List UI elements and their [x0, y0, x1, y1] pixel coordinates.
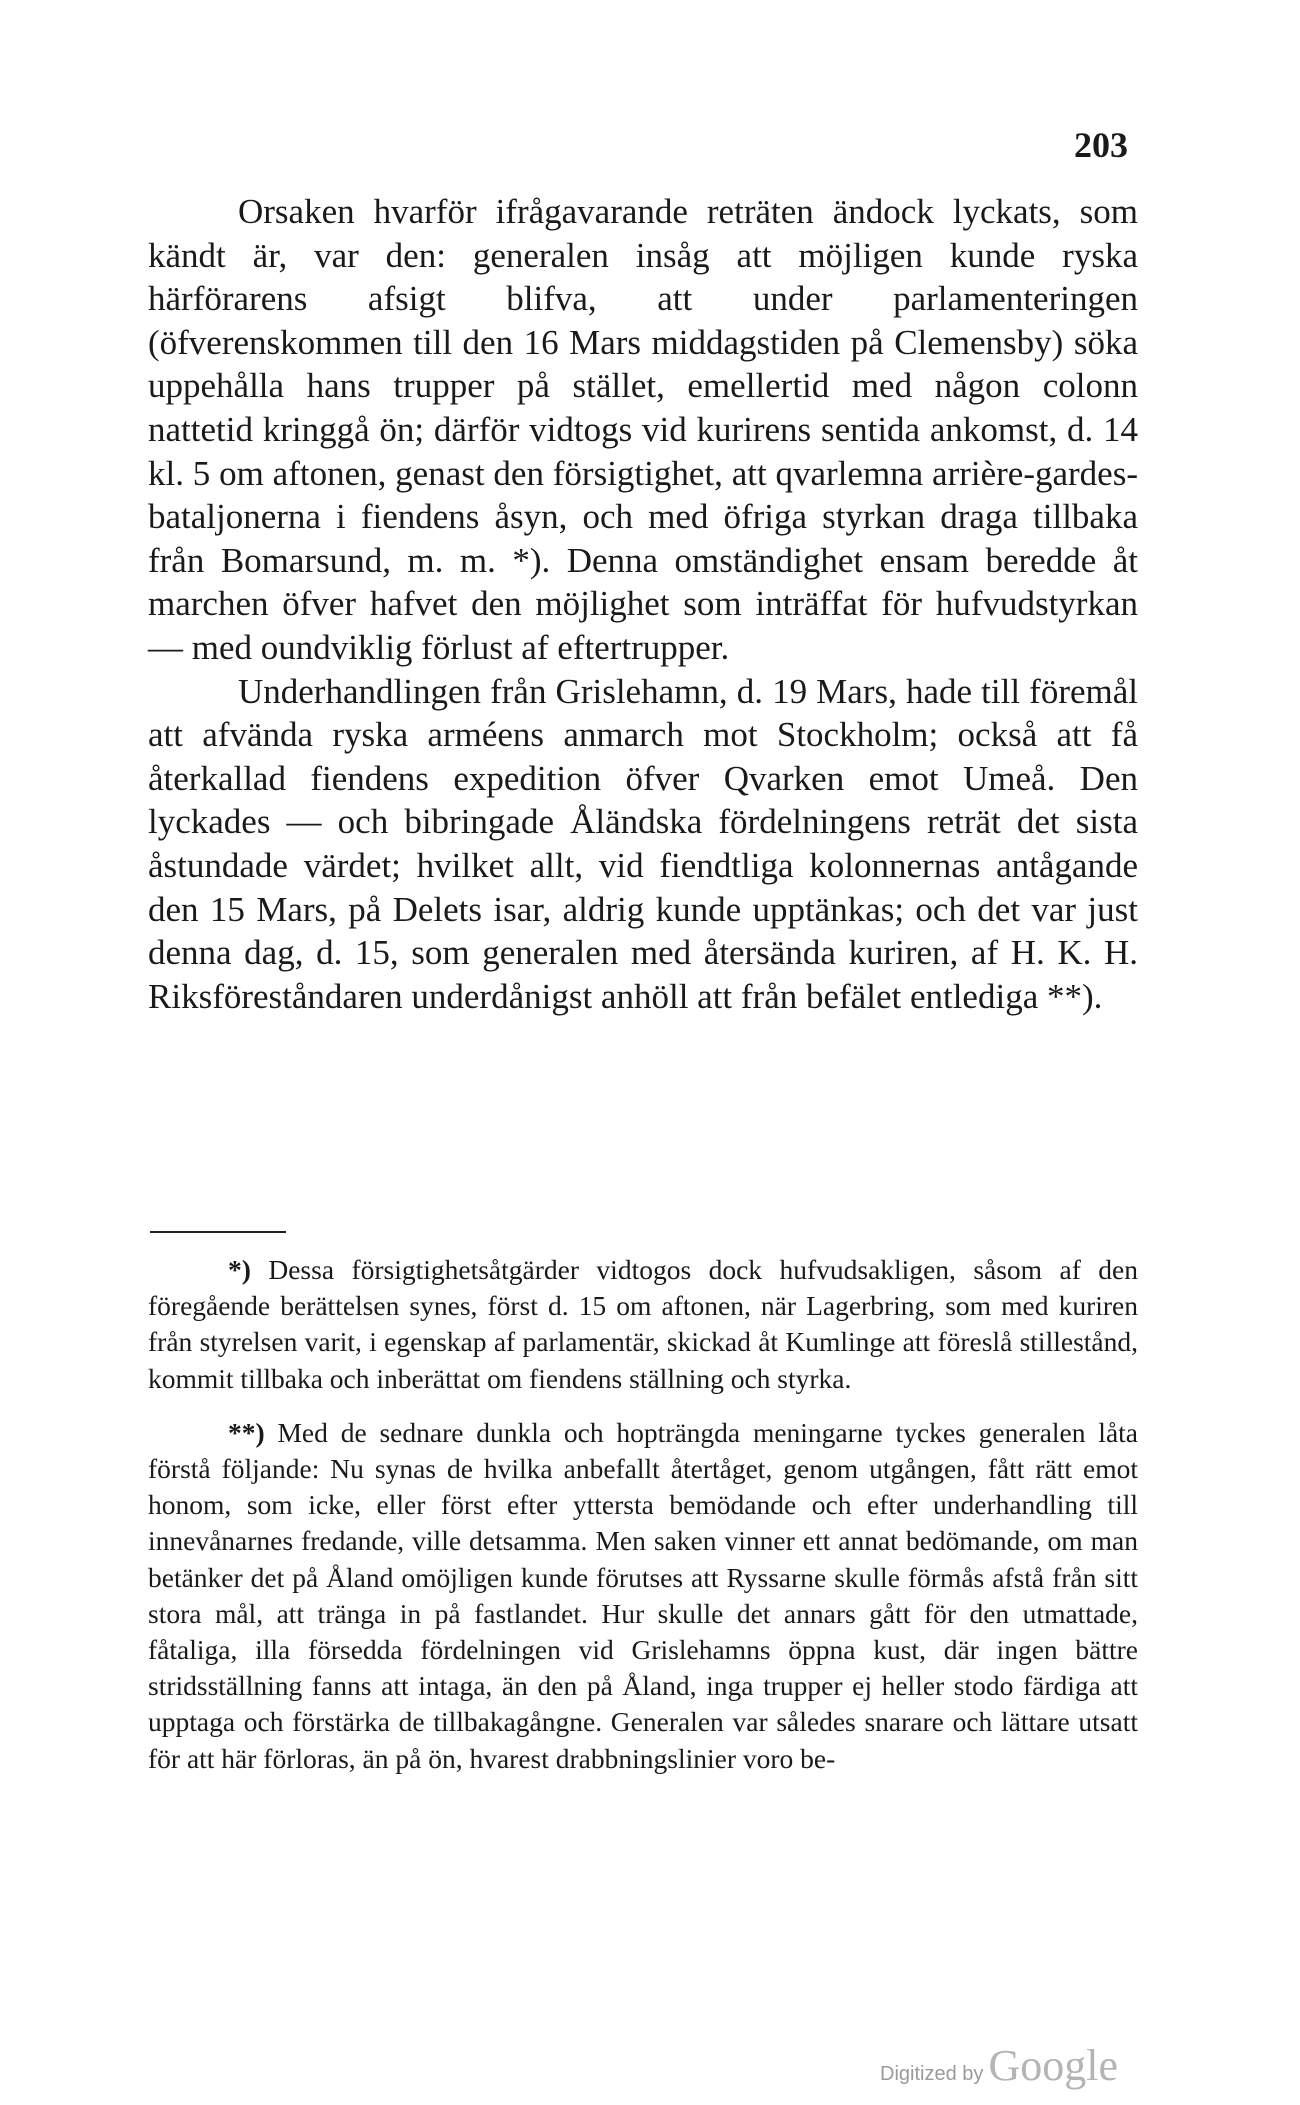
digitized-watermark [880, 2040, 1118, 2091]
footnote-text: Dessa försigtighetsåtgärder vidtogos dock hufvudsakligen, såsom af den föregående berättelsen synes, först d. 15 om aftonen, när Lagerbring, som med kuriren från styrelsen varit, i egenskap af parlamentär, skickad åt Kumlinge att föreslå stillestånd, kommit tillbaka och inberättat om fiendens ställning och styrka. [148, 1254, 1138, 1394]
main-text [148, 190, 1138, 1018]
digitized-label: Digitized by [880, 2063, 984, 2085]
footnote [148, 1252, 1138, 1397]
body-paragraph: Orsaken hvarför ifrågavarande reträten ändock lyckats, som kändt är, var den: generalen insåg att möjligen kunde ryska härförarens afsigt blifva, att under parlamenteringen (öfverenskommen till den 16 Mars middagstiden på Clemensby) söka uppehålla hans trupper på stället, emellertid med någon colonn nattetid kringgå ön; därför vidtogs vid kurirens sentida ankomst, d. 14 kl. 5 om aftonen, genast den försigtighet, att qvarlemna arrière-gardes-bataljonerna i fiendens åsyn, och med öfriga styrkan draga tillbaka från Bomarsund, m. m. *). Denna omständighet ensam beredde åt marchen öfver hafvet den möjlighet som inträffat för hufvudstyrkan — med oundviklig förlust af eftertrupper. [148, 192, 1138, 667]
body-paragraph: Underhandlingen från Grislehamn, d. 19 Mars, hade till föremål att afvända ryska arméens anmarch mot Stockholm; också att få återkallad fiendens expedition öfver Qvarken emot Umeå. Den lyckades — och bibringade Åländska fördelningens reträt det sista åstundade värdet; hvilket allt, vid fiendtliga kolonnernas antågande den 15 Mars, på Delets isar, aldrig kunde upptänkas; och det var just denna dag, d. 15, som generalen med återsända kuriren, af H. K. H. Riksföreståndaren underdånigst anhöll att från befälet entlediga **). [148, 671, 1138, 1016]
footnote-separator [150, 1231, 286, 1233]
footnote-text: Med de sednare dunkla och hopträngda meningarne tyckes generalen låta förstå följande: Nu synas de hvilka anbefallt återtåget, genom utgången, fått rätt emot honom, som icke, eller först efter yttersta bemödande och efter underhandling till innevånarnes fredande, ville detsamma. Men saken vinner ett annat bedömande, om man betänker det på Åland omöjligen kunde förutses att Ryssarne skulle förmås afstå från sitt stora mål, att tränga in på fastlandet. Hur skulle det annars gått för den utmattade, fåtaliga, illa försedda fördelningen vid Grislehamns öppna kust, där ingen bättre stridsställning fanns att intaga, än den på Åland, inga trupper ej heller stodo färdiga att upptaga och förstärka de tillbakagångne. Generalen var således snarare och lättare utsatt för att här förloras, än på ön, hvarest drabbningslinier voro be- [148, 1416, 1138, 1774]
footnote-marker: **) [228, 1416, 265, 1448]
footnote [148, 1415, 1138, 1777]
google-logo: Google [988, 2041, 1119, 2090]
footnote-marker: *) [228, 1254, 251, 1285]
page-number: 203 [1074, 125, 1128, 165]
footnotes [148, 1252, 1138, 1777]
